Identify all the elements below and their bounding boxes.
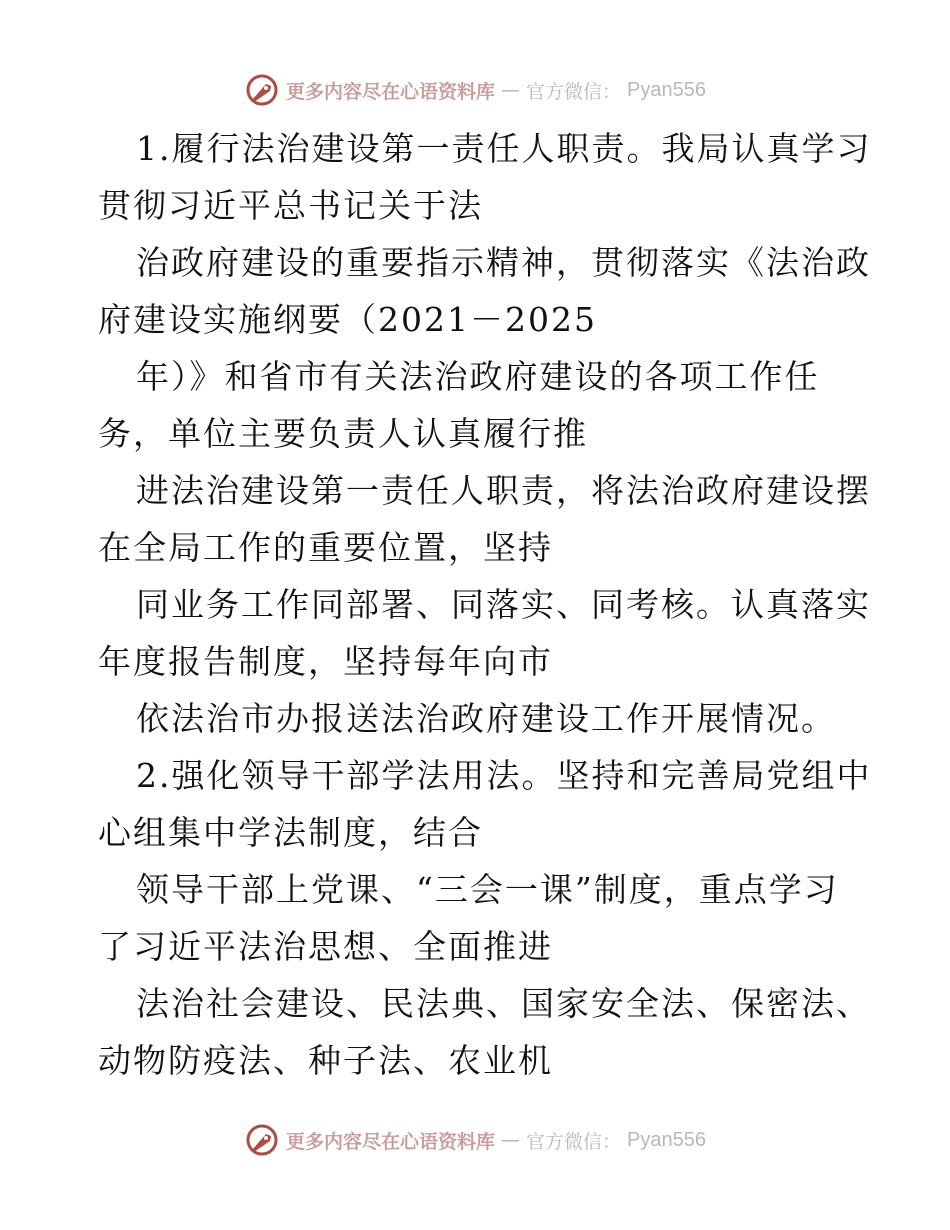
watermark-brand-text: 更多内容尽在心语资料库 — [286, 1130, 496, 1153]
body-line: 1.履行法治建设第一责任人职责。我局认真学习 — [136, 129, 872, 168]
body-line: 贯彻习近平总书记关于法 — [98, 186, 483, 225]
body-line: 领导干部上党课、“三会一课”制度，重点学习 — [136, 870, 839, 909]
body-line: 2.强化领导干部学法用法。坚持和完善局党组中 — [136, 756, 872, 795]
watermark-wechat-label: 官方微信： — [526, 1130, 622, 1153]
body-line: 年）》和省市有关法治政府建设的各项工作任 — [136, 357, 820, 396]
body-line: 法治社会建设、民法典、国家安全法、保密法、 — [136, 984, 871, 1023]
watermark-wechat-label: 官方微信： — [526, 80, 622, 103]
watermark-wechat-id: Pyan556 — [627, 1128, 706, 1151]
watermark-separator: — — [501, 79, 521, 101]
body-line: 府建设实施纲要（2021－2025 — [98, 300, 597, 339]
body-line: 了习近平法治思想、全面推进 — [98, 927, 553, 966]
watermark-separator: — — [501, 1129, 521, 1151]
body-line: 在全局工作的重要位置，坚持 — [98, 528, 553, 567]
header-watermark — [0, 68, 950, 112]
body-line: 同业务工作同部署、同落实、同考核。认真落实 — [136, 585, 871, 624]
body-line: 务，单位主要负责人认真履行推 — [98, 414, 588, 453]
footer-watermark — [0, 1118, 950, 1162]
body-line: 年度报告制度，坚持每年向市 — [98, 642, 553, 681]
watermark-wechat-id: Pyan556 — [627, 78, 706, 101]
body-line: 动物防疫法、种子法、农业机 — [98, 1041, 553, 1080]
pen-nib-icon — [244, 72, 280, 108]
document-body — [98, 120, 872, 1089]
pen-nib-icon — [244, 1122, 280, 1158]
watermark-brand-text: 更多内容尽在心语资料库 — [286, 80, 496, 103]
body-line: 进法治建设第一责任人职责，将法治政府建设摆 — [136, 471, 871, 510]
body-line: 治政府建设的重要指示精神，贯彻落实《法治政 — [136, 243, 871, 282]
body-line: 依法治市办报送法治政府建设工作开展情况。 — [136, 699, 836, 738]
body-line: 心组集中学法制度，结合 — [98, 813, 483, 852]
